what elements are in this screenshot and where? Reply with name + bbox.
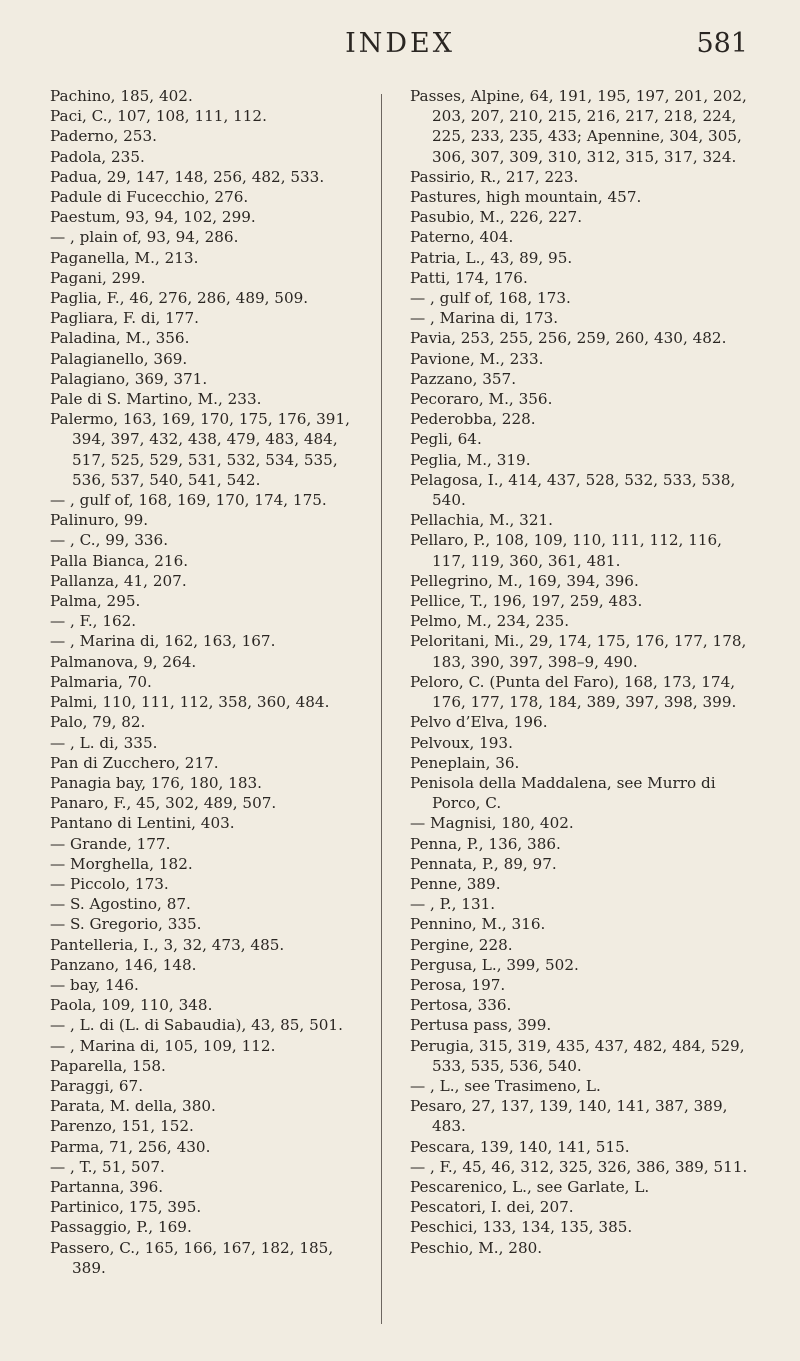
index-entry: Panzano, 146, 148. — [50, 955, 197, 974]
index-entry: Pelagosa, I., 414, 437, 528, 532, 533, 538, 540. — [410, 470, 736, 510]
index-entry: Pellachia, M., 321. — [410, 511, 553, 530]
index-entry: Parata, M. della, 380. — [50, 1097, 216, 1116]
index-entry: Palmi, 110, 111, 112, 358, 360, 484. — [50, 693, 330, 712]
index-entry: Pastures, high mountain, 457. — [410, 188, 642, 207]
index-entry: Pasubio, M., 226, 227. — [410, 208, 583, 227]
index-entry: — , L. di (L. di Sabaudia), 43, 85, 501. — [50, 1016, 343, 1035]
index-column-right — [410, 86, 755, 1258]
index-entry: Patti, 174, 176. — [410, 268, 528, 287]
index-entry: Patria, L., 43, 89, 95. — [410, 248, 573, 267]
index-entry: Palagianello, 369. — [50, 349, 188, 368]
index-entry: Paparella, 158. — [50, 1056, 166, 1075]
index-entry: Panaro, F., 45, 302, 489, 507. — [50, 794, 277, 813]
index-entry: — S. Gregorio, 335. — [50, 915, 202, 934]
index-entry: Palermo, 163, 169, 170, 175, 176, 391, 394, 397, 432, 438, 479, 483, 484, 517, 525, 529, 531, 532, 534, 535, 536, 537, 540, 541, 542. — [50, 410, 350, 489]
index-entry: Pescara, 139, 140, 141, 515. — [410, 1137, 630, 1156]
index-entry: — , Marina di, 105, 109, 112. — [50, 1036, 276, 1055]
index-entry: Pelmo, M., 234, 235. — [410, 612, 570, 631]
index-entry: Pavia, 253, 255, 256, 259, 260, 430, 482. — [410, 329, 727, 348]
index-entry: Pavione, M., 233. — [410, 349, 544, 368]
page-number: 581 — [696, 28, 748, 59]
index-entry: Paladina, M., 356. — [50, 329, 190, 348]
index-entry: Perosa, 197. — [410, 975, 506, 994]
index-entry: Passes, Alpine, 64, 191, 195, 197, 201, 202, 203, 207, 210, 215, 216, 217, 218, 224, 225, 233, 235, 433; Apennine, 304, 305, 306, 307, 309, 310, 312, 315, 317, 324. — [410, 87, 747, 166]
index-entry: Penisola della Maddalena, see Murro di Porco, C. — [410, 773, 716, 813]
index-entry: Pergine, 228. — [410, 935, 513, 954]
index-entry: Paci, C., 107, 108, 111, 112. — [50, 107, 267, 126]
index-entry: — Grande, 177. — [50, 834, 171, 853]
index-entry: — , T., 51, 507. — [50, 1157, 165, 1176]
index-entry: Parenzo, 151, 152. — [50, 1117, 194, 1136]
index-entry: Palinuro, 99. — [50, 511, 149, 530]
index-entry: — Morghella, 182. — [50, 854, 193, 873]
index-entry: — , plain of, 93, 94, 286. — [50, 228, 239, 247]
index-entry: Palo, 79, 82. — [50, 713, 146, 732]
index-entry: Pesaro, 27, 137, 139, 140, 141, 387, 389, 483. — [410, 1097, 728, 1136]
index-entry: Pan di Zucchero, 217. — [50, 753, 219, 772]
index-entry: Peglia, M., 319. — [410, 450, 531, 469]
index-entry: Palagiano, 369, 371. — [50, 369, 208, 388]
index-entry: Penna, P., 136, 386. — [410, 834, 561, 853]
index-entry: Parma, 71, 256, 430. — [50, 1137, 211, 1156]
index-entry: Pederobba, 228. — [410, 410, 536, 429]
index-entry: Panagia bay, 176, 180, 183. — [50, 773, 262, 792]
index-entry: Paglia, F., 46, 276, 286, 489, 509. — [50, 289, 309, 308]
index-entry: — , gulf of, 168, 173. — [410, 289, 571, 308]
index-entry: Pertusa pass, 399. — [410, 1016, 552, 1035]
index-entry: Pellice, T., 196, 197, 259, 483. — [410, 592, 643, 611]
index-entry: Paestum, 93, 94, 102, 299. — [50, 208, 256, 227]
index-entry: Pellaro, P., 108, 109, 110, 111, 112, 116, 117, 119, 360, 361, 481. — [410, 531, 723, 570]
index-entry: — , C., 99, 336. — [50, 531, 169, 550]
index-entry: Pagliara, F. di, 177. — [50, 309, 199, 328]
index-entry: Peneplain, 36. — [410, 753, 520, 772]
index-entry: Partinico, 175, 395. — [50, 1198, 202, 1217]
index-entry: Palmaria, 70. — [50, 672, 152, 691]
index-entry: Pergusa, L., 399, 502. — [410, 955, 579, 974]
index-entry: — Magnisi, 180, 402. — [410, 814, 574, 833]
index-entry: Pertosa, 336. — [410, 996, 512, 1015]
index-entry: Pegli, 64. — [410, 430, 482, 449]
index-entry: Pelvo d’Elva, 196. — [410, 713, 548, 732]
index-entry: Palla Bianca, 216. — [50, 551, 189, 570]
index-entry: Pachino, 185, 402. — [50, 87, 193, 105]
index-entry: Passero, C., 165, 166, 167, 182, 185, 389. — [50, 1238, 334, 1277]
index-entry: Paderno, 253. — [50, 127, 157, 146]
index-entry: Palma, 295. — [50, 592, 141, 611]
index-entry: Paterno, 404. — [410, 228, 514, 247]
index-entry: Padua, 29, 147, 148, 256, 482, 533. — [50, 167, 325, 186]
index-entry: Pecoraro, M., 356. — [410, 390, 553, 409]
index-entry: Penne, 389. — [410, 874, 501, 893]
index-entry: Pennata, P., 89, 97. — [410, 854, 557, 873]
column-divider — [381, 94, 382, 1324]
index-entry: Pallanza, 41, 207. — [50, 571, 187, 590]
index-entry: — , P., 131. — [410, 895, 496, 914]
page-title: INDEX — [345, 28, 455, 59]
index-entry: Perugia, 315, 319, 435, 437, 482, 484, 529, 533, 535, 536, 540. — [410, 1036, 745, 1075]
index-entry: Peschici, 133, 134, 135, 385. — [410, 1218, 633, 1237]
index-entry: Padule di Fucecchio, 276. — [50, 188, 249, 207]
index-entry: Peloritani, Mi., 29, 174, 175, 176, 177, 178, 183, 390, 397, 398–9, 490. — [410, 632, 747, 671]
index-entry: Paganella, M., 213. — [50, 248, 199, 267]
index-entry: Pellegrino, M., 169, 394, 396. — [410, 571, 639, 590]
index-entry: Pelvoux, 193. — [410, 733, 513, 752]
index-entry: — , gulf of, 168, 169, 170, 174, 175. — [50, 491, 327, 510]
index-entry: Peloro, C. (Punta del Faro), 168, 173, 174, 176, 177, 178, 184, 389, 397, 398, 399. — [410, 672, 737, 712]
index-entry: Peschio, M., 280. — [410, 1238, 543, 1257]
index-entry: — Piccolo, 173. — [50, 874, 169, 893]
index-entry: Pale di S. Martino, M., 233. — [50, 390, 262, 409]
page-header — [0, 28, 800, 68]
index-entry: Pennino, M., 316. — [410, 915, 546, 934]
index-column-left — [50, 86, 370, 1278]
index-entry: Pazzano, 357. — [410, 369, 517, 388]
index-entry: Pantano di Lentini, 403. — [50, 814, 235, 833]
index-entry: Passaggio, P., 169. — [50, 1218, 192, 1237]
index-entry: Padola, 235. — [50, 147, 145, 166]
index-entry: — , L., see Trasimeno, L. — [410, 1076, 601, 1095]
index-entry: Partanna, 396. — [50, 1177, 164, 1196]
index-entry: — , F., 45, 46, 312, 325, 326, 386, 389, 511. — [410, 1157, 748, 1176]
index-entry: Passirio, R., 217, 223. — [410, 167, 579, 186]
index-entry: Pantelleria, I., 3, 32, 473, 485. — [50, 935, 285, 954]
index-entry: — , Marina di, 162, 163, 167. — [50, 632, 276, 651]
index-entry: Pagani, 299. — [50, 268, 146, 287]
index-entry: — , L. di, 335. — [50, 733, 158, 752]
index-entry: — , Marina di, 173. — [410, 309, 559, 328]
index-entry: Paraggi, 67. — [50, 1076, 144, 1095]
index-entry: — S. Agostino, 87. — [50, 895, 191, 914]
index-entry: Pescarenico, L., see Garlate, L. — [410, 1177, 650, 1196]
index-entry: — bay, 146. — [50, 975, 139, 994]
index-entry: Paola, 109, 110, 348. — [50, 996, 213, 1015]
index-entry: Pescatori, I. dei, 207. — [410, 1198, 574, 1217]
index-entry: — , F., 162. — [50, 612, 137, 631]
index-entry: Palmanova, 9, 264. — [50, 652, 197, 671]
